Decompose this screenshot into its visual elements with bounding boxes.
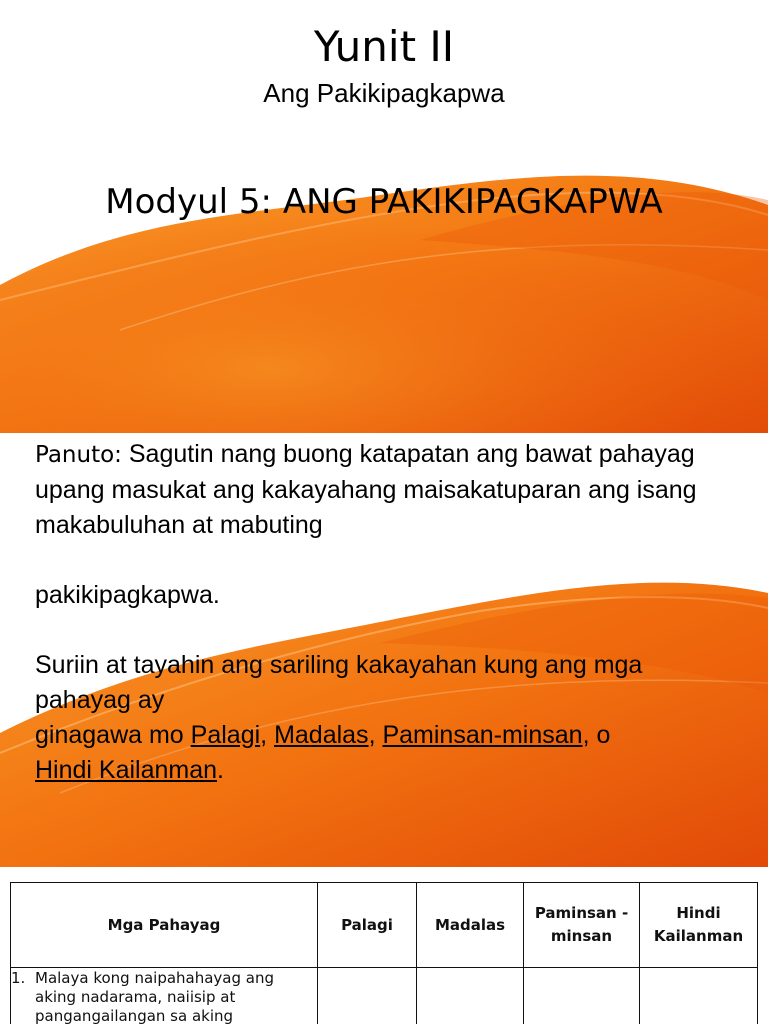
instructions-slide bbox=[0, 433, 768, 867]
panuto-end: pakikipagkapwa. bbox=[35, 581, 220, 609]
separator: , o bbox=[582, 721, 611, 749]
statement-cell bbox=[11, 968, 318, 1024]
instructions-text bbox=[35, 437, 735, 788]
panuto-label: Panuto: bbox=[35, 442, 122, 468]
panuto-paragraph bbox=[35, 437, 735, 543]
title-slide bbox=[0, 0, 768, 433]
hindi-kailanman-cell[interactable] bbox=[640, 968, 758, 1024]
separator: , bbox=[260, 721, 275, 749]
rating-table bbox=[10, 882, 758, 1024]
palagi-cell[interactable] bbox=[318, 968, 417, 1024]
table-slide bbox=[0, 867, 768, 1024]
option-paminsan-minsan: Paminsan-minsan bbox=[382, 721, 583, 749]
table-row bbox=[11, 968, 758, 1024]
statement-number: 1. bbox=[11, 969, 26, 987]
rating-options bbox=[35, 718, 735, 788]
header-mga-pahayag: Mga Pahayag bbox=[11, 883, 318, 968]
option-palagi: Palagi bbox=[190, 721, 261, 749]
madalas-cell[interactable] bbox=[417, 968, 524, 1024]
period: . bbox=[217, 756, 224, 784]
option-madalas: Madalas bbox=[274, 721, 369, 749]
table-header-row bbox=[11, 883, 758, 968]
header-hindi-kailanman: Hindi Kailanman bbox=[640, 883, 758, 968]
suriin-text: Suriin at tayahin ang sariling kakayahan kung ang mga pahayag ay bbox=[35, 651, 643, 714]
paminsan-minsan-cell[interactable] bbox=[524, 968, 640, 1024]
header-paminsan-minsan: Paminsan -minsan bbox=[524, 883, 640, 968]
unit-title: Yunit II bbox=[313, 22, 455, 71]
panuto-body: Sagutin nang buong katapatan ang bawat pahayag upang masukat ang kakayahang maisakatuparan ang isang makabuluhan at mabuting bbox=[35, 440, 697, 539]
header-palagi: Palagi bbox=[318, 883, 417, 968]
header-madalas: Madalas bbox=[417, 883, 524, 968]
option-hindi-kailanman: Hindi Kailanman bbox=[35, 756, 218, 784]
statement-text: Malaya kong naipahahayag ang aking nadarama, naiisip at pangangailangan sa aking bbox=[35, 969, 275, 1024]
ginagawa-text: ginagawa mo bbox=[35, 721, 191, 749]
separator: , bbox=[368, 721, 383, 749]
module-title: Modyul 5: ANG PAKIKIPAGKAPWA bbox=[105, 182, 663, 222]
unit-subtitle: Ang Pakikipagkapwa bbox=[263, 78, 505, 108]
